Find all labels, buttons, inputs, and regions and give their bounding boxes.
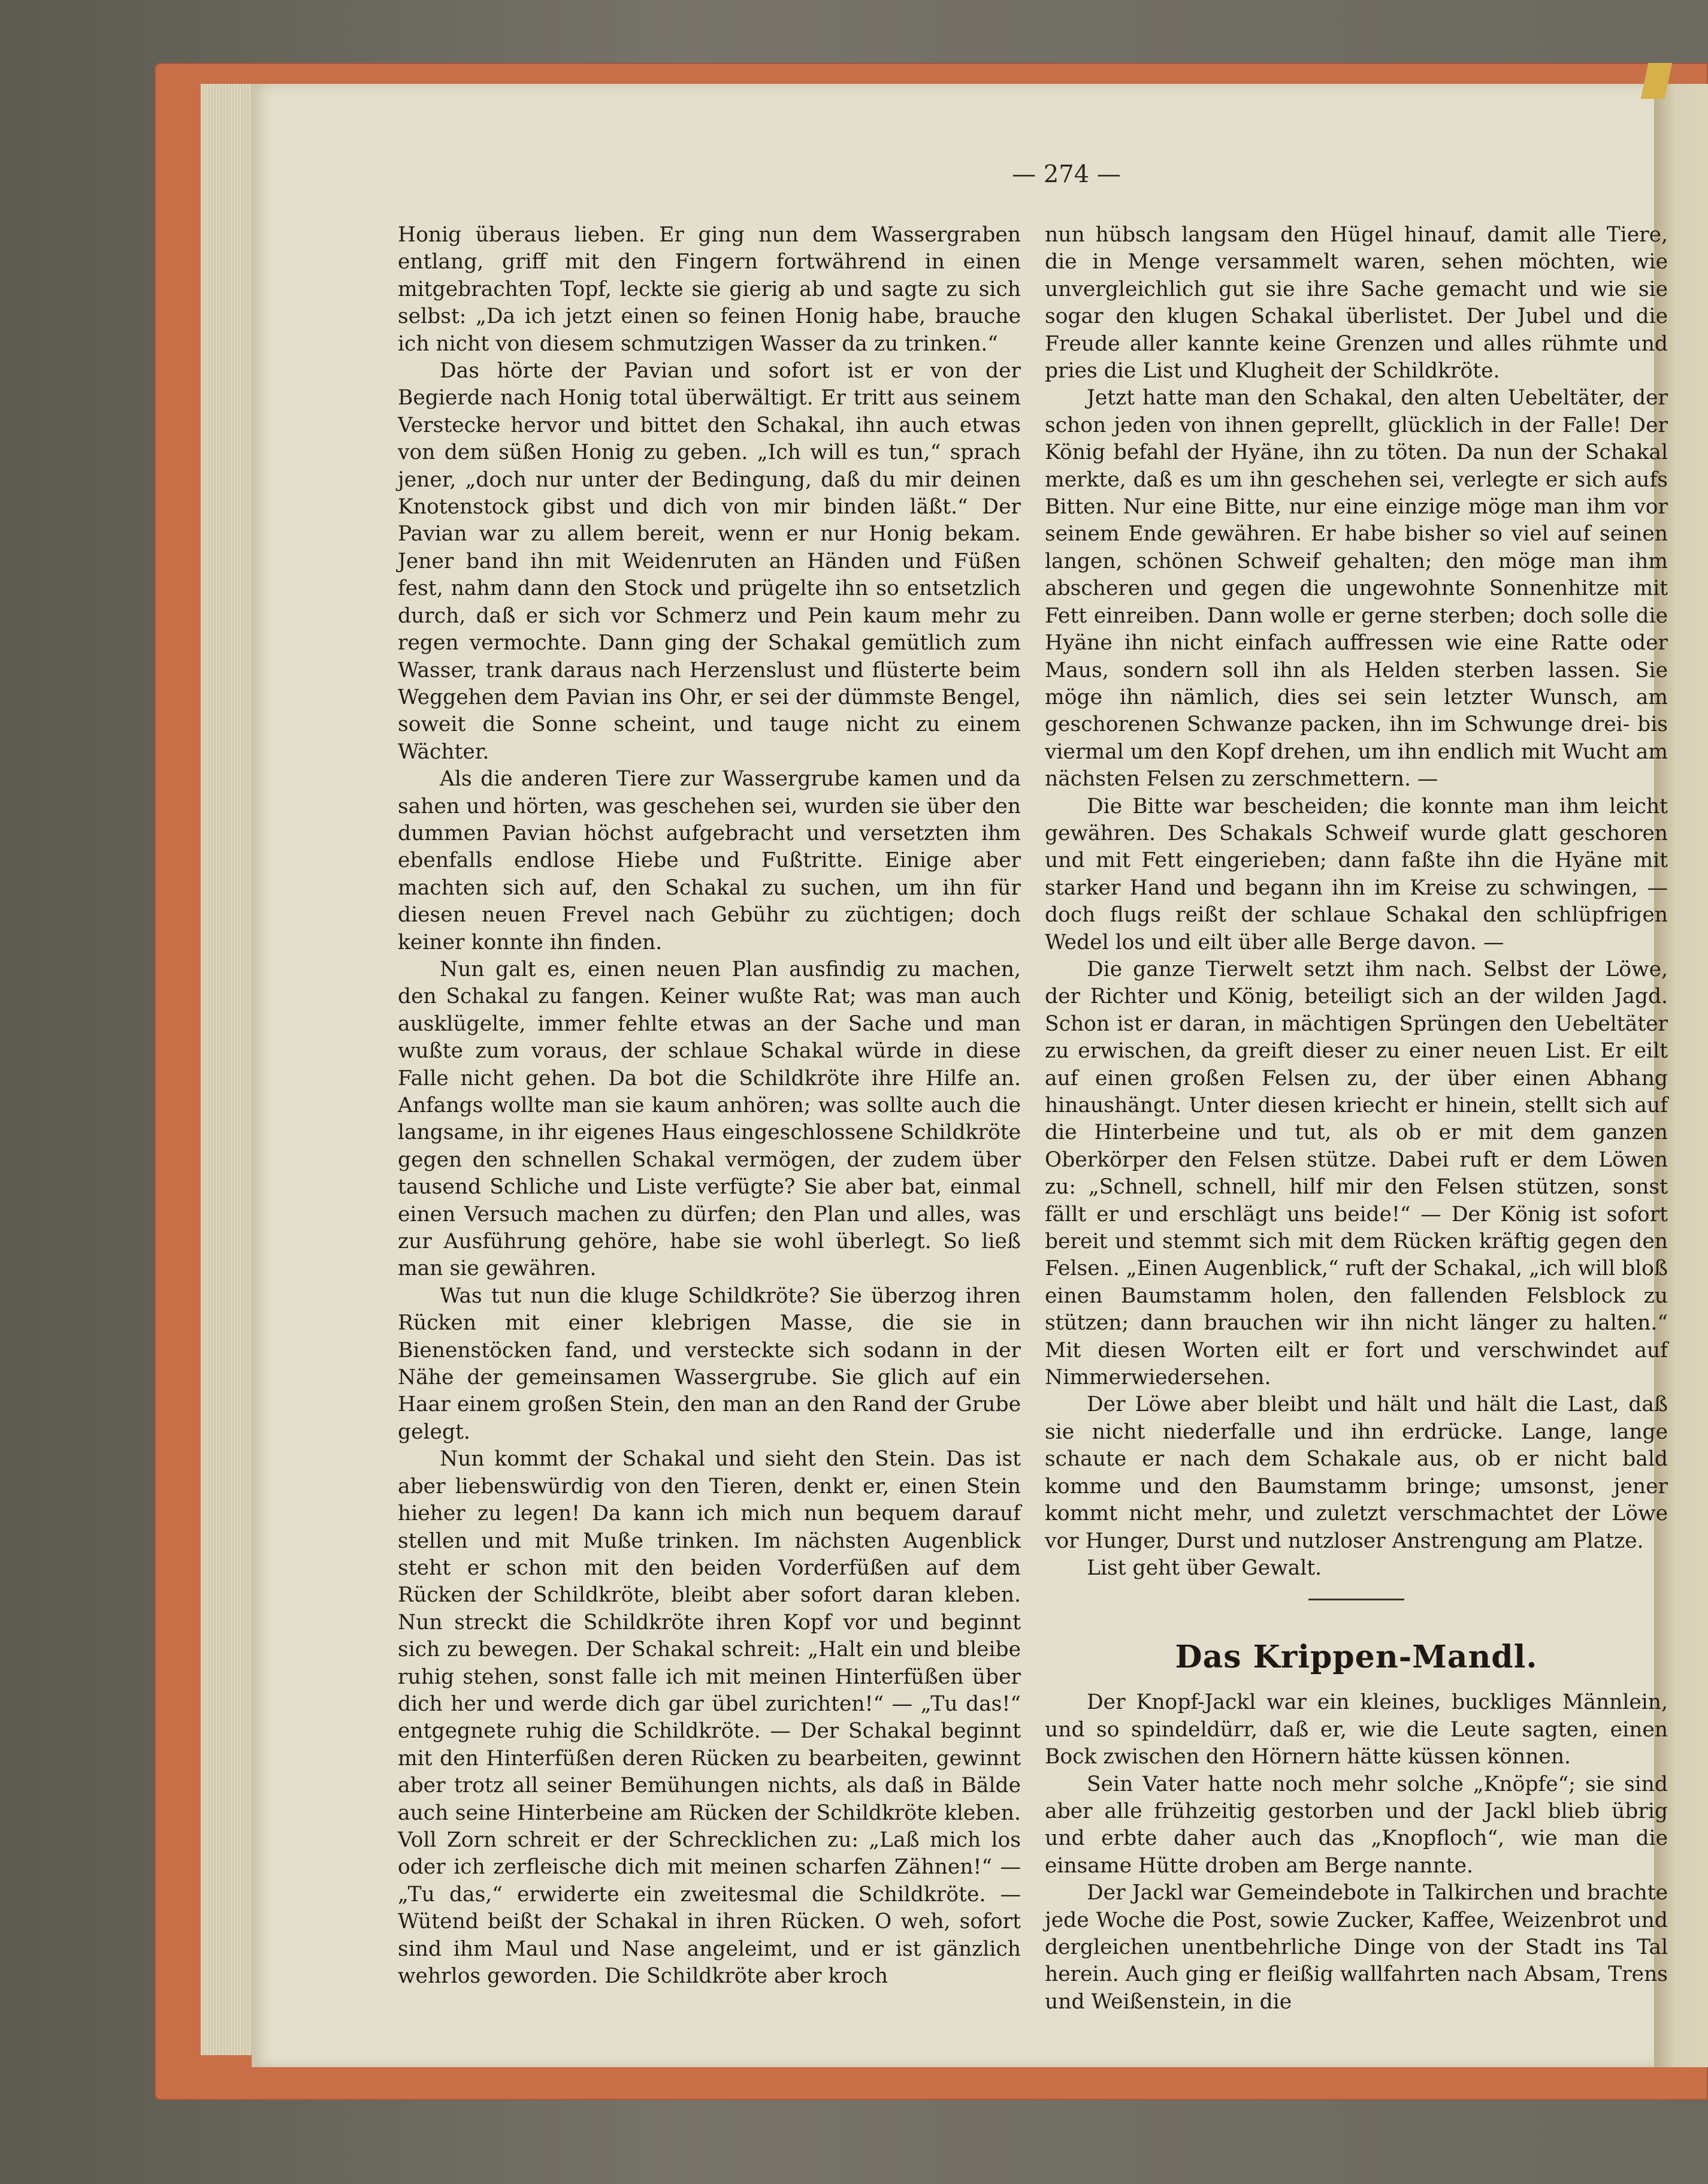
paragraph: Was tut nun die kluge Schildkröte? Sie überzog ihren Rücken mit einer klebrigen Masse, die sie in Bienenstöcken fand, und versteckte sich sodann in der Nähe der gemeinsamen Wassergrube. Sie glich auf ein Haar einem großen Stein, den man an den Rand der Grube gelegt. [398, 1283, 1021, 1444]
paragraph: Honig überaus lieben. Er ging nun dem Wassergraben entlang, griff mit den Fingern fortwährend in einen mitgebrachten Topf, leckte sie gierig ab und sagte zu sich selbst: „Da ich jetzt einen so feinen Honig habe, brauche ich nicht von diesem schmutzigen Wasser da zu trinken.“ [398, 223, 1021, 356]
paragraph: Nun kommt der Schakal und sieht den Stein. Das ist aber liebenswürdig von den Tieren, denkt er, einen Stein hieher zu legen! Da kann ich mich nun bequem darauf stellen und mit Muße trinken. Im nächsten Augenblick steht er schon mit den beiden Vorderfüßen auf dem Rücken der Schildkröte, bleibt aber sofort daran kleben. Nun streckt die Schildkröte ihren Kopf vor und beginnt sich zu bewegen. Der Schakal schreit: „Halt ein und bleibe ruhig stehen, sonst falle ich mit meinen Hinterfüßen über dich her und werde dich gar übel zurichten!“ — „Tu das!“ entgegnete ruhig die Schildkröte. — Der Schakal beginnt mit den Hinterfüßen deren Rücken zu bearbeiten, gewinnt aber trotz all seiner Bemühungen nichts, als daß in Bälde auch seine Hinterbeine am Rücken der Schildkröte kleben. Voll Zorn schreit er der Schrecklichen zu: „Laß mich los oder ich zerfleische dich mit meinen scharfen Zähnen!“ — „Tu das,“ erwiderte ein zweitesmal die Schildkröte. — Wütend beißt der Schakal in ihren Rücken. O weh, sofort sind ihm Maul und Nase angeleimt, und er ist gänzlich wehrlos geworden. Die Schildkröte aber kroch [398, 1447, 1021, 1988]
story-title: Das Krippen-Mandl. [1175, 1639, 1538, 1676]
paragraph: Die Bitte war bescheiden; die konnte man ihm leicht gewähren. Des Schakals Schweif wurde glatt geschoren und mit Fett eingerieben; dann faßte ihn die Hyäne mit starker Hand und begann ihn im Kreise zu schwingen, — doch flugs reißt der schlaue Schakal den schlüpfrigen Wedel los und eilt über alle Berge davon. — [1045, 794, 1668, 954]
paragraph: Jetzt hatte man den Schakal, den alten Uebeltäter, der schon jeden von ihnen geprellt, glücklich in der Falle! Der König befahl der Hyäne, ihn zu töten. Da nun der Schakal merkte, daß es um ihn geschehen sei, verlegte er sich aufs Bitten. Nur eine Bitte, nur eine einzige möge man ihm vor seinem Ende gewähren. Er habe bisher so viel auf seinen langen, schönen Schweif gehalten; den möge man ihm abscheren und gegen die ungewohnte Sonnenhitze mit Fett einreiben. Dann wolle er gerne sterben; doch solle die Hyäne ihn nicht einfach auffressen wie eine Ratte oder Maus, sondern soll ihn als Helden sterben lassen. Sie möge ihn nämlich, dies sei sein letzter Wunsch, am geschorenen Schwanze packen, ihn im Schwunge drei- bis viermal um den Kopf drehen, um ihn endlich mit Wucht am nächsten Felsen zu zerschmettern. — [1045, 386, 1668, 792]
left-column [398, 222, 1021, 1990]
paragraph: Der Knopf-Jackl war ein kleines, buckliges Männlein, und so spindeldürr, daß er, wie die Leute sagten, einen Bock zwischen den Hörnern hätte küssen können. [1045, 1690, 1668, 1769]
paragraph: Nun galt es, einen neuen Plan ausfindig zu machen, den Schakal zu fangen. Keiner wußte Rat; was man auch ausklügelte, immer fehlte etwas an der Sache und man wußte zum voraus, der schlaue Schakal würde in diese Falle nicht gehen. Da bot die Schildkröte ihre Hilfe an. Anfangs wollte man sie kaum anhören; was sollte auch die langsame, in ihr eigenes Haus eingeschlossene Schildkröte gegen den schnellen Schakal vermögen, der zudem über tausend Schliche und Liste verfügte? Sie aber bat, einmal einen Versuch machen zu dürfen; den Plan und alles, was zur Ausführung gehöre, habe sie wohl überlegt. So ließ man sie gewähren. [398, 957, 1021, 1281]
paragraph: Das hörte der Pavian und sofort ist er von der Begierde nach Honig total überwältigt. Er tritt aus seinem Verstecke hervor und bittet den Schakal, ihn auch etwas von dem süßen Honig zu geben. „Ich will es tun,“ sprach jener, „doch nur unter der Bedingung, daß du mir deinen Knotenstock gibst und dich von mir binden läßt.“ Der Pavian war zu allem bereit, wenn er nur Honig bekam. Jener band ihn mit Weidenruten an Händen und Füßen fest, nahm dann den Stock und prügelte ihn so entsetzlich durch, daß er sich vor Schmerz und Pein kaum mehr zu regen vermochte. Dann ging der Schakal gemütlich zum Wasser, trank daraus nach Herzenslust und flüsterte beim Weggehen dem Pavian ins Ohr, er sei der dümmste Bengel, soweit die Sonne scheint, und tauge nicht zu einem Wächter. [398, 359, 1021, 764]
section-divider [1308, 1599, 1404, 1600]
paragraph: Als die anderen Tiere zur Wassergrube kamen und da sahen und hörten, was geschehen sei, wurden sie über den dummen Pavian höchst aufgebracht und versetzten ihm ebenfalls endlose Hiebe und Fußtritte. Einige aber machten sich auf, den Schakal zu suchen, um ihn für diesen neuen Frevel nach Gebühr zu züchtigen; doch keiner konnte ihn finden. [398, 767, 1021, 954]
page-edges [201, 84, 258, 2055]
paragraph: nun hübsch langsam den Hügel hinauf, damit alle Tiere, die in Menge versammelt waren, sehen möchten, wie unvergleichlich gut sie ihre Sache gemacht und wie sie sogar den klugen Schakal überlistet. Der Jubel und die Freude aller kannte keine Grenzen und alles rühmte und pries die List und Klugheit der Schildkröte. [1045, 223, 1668, 383]
paragraph: Der Jackl war Gemeindebote in Talkirchen und brachte jede Woche die Post, sowie Zucker, Kaffee, Weizenbrot und dergleichen unentbehrliche Dinge von der Stadt ins Tal herein. Auch ging er fleißig wallfahrten nach Absam, Trens und Weißenstein, in die [1045, 1881, 1668, 2014]
paragraph: Sein Vater hatte noch mehr solche „Knöpfe“; sie sind aber alle frühzeitig gestorben und der Jackl blieb übrig und erbte daher auch das „Knopfloch“, wie man die einsame Hütte droben am Berge nannte. [1045, 1772, 1668, 1878]
paragraph: Der Löwe aber bleibt und hält und hält die Last, daß sie nicht niederfalle und ihn erdrücke. Lange, lange schaute er nach dem Schakale aus, ob er nicht bald komme und den Baumstamm bringe; umsonst, jener kommt nicht mehr, und zuletzt verschmachtet der Löwe vor Hunger, Durst und nutzloser Anstrengung am Platze. [1045, 1392, 1668, 1553]
paragraph: List geht über Gewalt. [1087, 1555, 1322, 1580]
right-column [1045, 222, 1668, 2016]
story-body [1045, 1689, 1668, 2016]
paragraph: Die ganze Tierwelt setzt ihm nach. Selbst der Löwe, der Richter und König, beteiligt sich an der wilden Jagd. Schon ist er daran, in mächtigen Sprüngen den Uebeltäter zu erwischen, da greift dieser zu einer neuen List. Er eilt auf einen großen Felsen zu, der über einen Abhang hinaushängt. Unter diesen kriecht er hinein, stellt sich auf die Hinterbeine und tut, als ob er mit dem ganzen Oberkörper den Felsen stütze. Dabei ruft er dem Löwen zu: „Schnell, schnell, hilf mir den Felsen stützen, sonst fällt er und erschlägt uns beide!“ — Der König ist sofort bereit und stemmt sich mit dem Rücken kräftig gegen den Felsen. „Einen Augenblick,“ ruft der Schakal, „ich will bloß einen Baumstamm holen, den fallenden Felsblock zu stützen; dann brauchen wir ihn nicht länger zu halten.“ Mit diesen Worten eilt er fort und verschwindet auf Nimmerwiedersehen. [1045, 957, 1668, 1390]
page-number: — 274 — [1012, 161, 1121, 188]
fable-continuation [1045, 222, 1668, 1582]
